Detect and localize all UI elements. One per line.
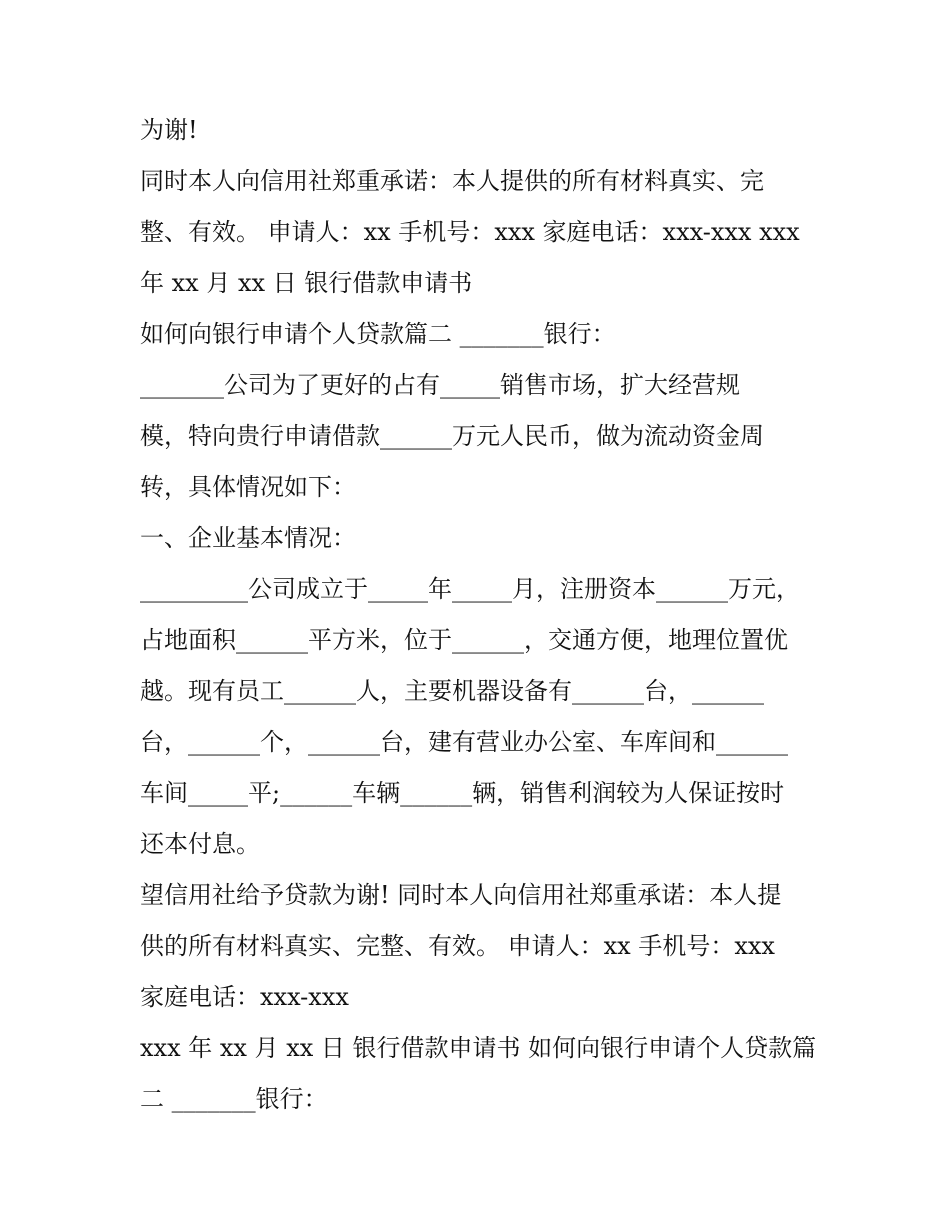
text-line: 家庭电话：xxx-xxx [140, 983, 349, 1011]
text-line: 整、有效。 申请人：xx 手机号：xxx 家庭电话：xxx-xxx xxx [140, 218, 800, 246]
text-line: _________公司成立于_____年_____月，注册资本______万元， [140, 575, 800, 603]
text-line: 还本付息。 [140, 830, 260, 858]
text-line: 如何向银行申请个人贷款篇二 _______银行： [140, 320, 616, 348]
text-line: 二 _______银行： [140, 1085, 328, 1113]
text-line: 占地面积______平方米，位于______，交通方便，地理位置优 [140, 626, 788, 654]
text-line: 望信用社给予贷款为谢! 同时本人向信用社郑重承诺：本人提 [140, 881, 782, 909]
text-line: xxx 年 xx 月 xx 日 银行借款申请书 如何向银行申请个人贷款篇 [140, 1034, 817, 1062]
text-line: 台，______个，______台，建有营业办公室、车库间和______ [140, 728, 788, 756]
text-line: 越。现有员工______人，主要机器设备有______台，______ [140, 677, 764, 705]
text-line: 同时本人向信用社郑重承诺：本人提供的所有材料真实、完 [140, 167, 764, 195]
text-line: 模，特向贵行申请借款______万元人民币，做为流动资金周 [140, 422, 764, 450]
text-line: _______公司为了更好的占有_____销售市场，扩大经营规 [140, 371, 740, 399]
text-line: 车间_____平;______车辆______辆，销售利润较为人保证按时 [140, 779, 785, 807]
text-line: 供的所有材料真实、完整、有效。 申请人：xx 手机号：xxx [140, 932, 775, 960]
text-line: 转，具体情况如下： [140, 473, 356, 501]
text-line: 为谢! [140, 116, 198, 144]
text-line: 年 xx 月 xx 日 银行借款申请书 [140, 269, 473, 297]
text-line: 一、企业基本情况： [140, 524, 356, 552]
document-body [140, 105, 820, 1125]
